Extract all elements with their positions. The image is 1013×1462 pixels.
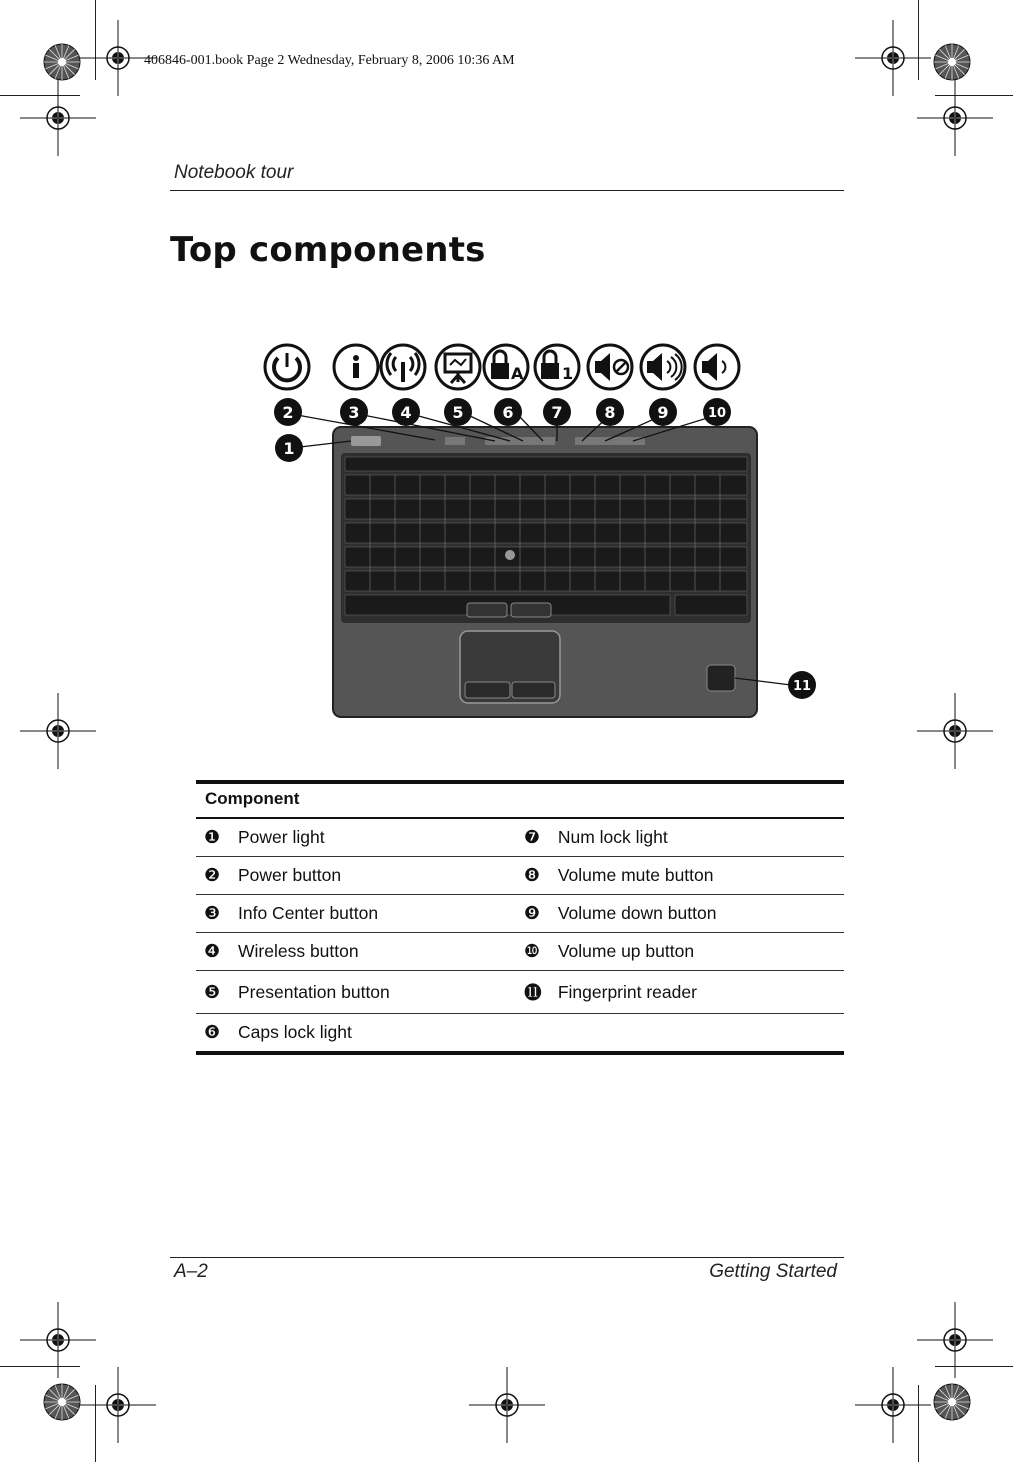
- component-label: Power light: [238, 818, 512, 857]
- callout-number: ❺: [196, 971, 238, 1014]
- callout-3: [340, 398, 368, 426]
- notebook-body: [333, 427, 757, 717]
- callout-number: [512, 1014, 558, 1054]
- callout-9: [649, 398, 677, 426]
- svg-text:1: 1: [283, 439, 295, 458]
- component-label: Volume down button: [558, 895, 844, 933]
- component-label: Volume mute button: [558, 857, 844, 895]
- callout-number: ❿: [512, 933, 558, 971]
- svg-text:2: 2: [282, 403, 294, 422]
- header-rule: [170, 190, 844, 191]
- registration-icon: [917, 80, 993, 156]
- component-label: Volume up button: [558, 933, 844, 971]
- running-head: Notebook tour: [174, 162, 294, 183]
- table-row: [196, 1014, 844, 1054]
- callout-6: [494, 398, 522, 426]
- star-target-icon: [44, 44, 80, 80]
- callout-number: ❽: [512, 857, 558, 895]
- num-lock-icon: [535, 345, 579, 389]
- callout-number: ❶: [196, 818, 238, 857]
- footer-rule: [170, 1257, 844, 1258]
- svg-text:11: 11: [792, 679, 812, 694]
- component-label: Caps lock light: [238, 1014, 512, 1054]
- power-icon: [265, 345, 309, 389]
- callout-number: ❹: [196, 933, 238, 971]
- registration-icon: [80, 1367, 156, 1443]
- table-row: [196, 933, 844, 971]
- star-target-icon: [934, 1384, 970, 1420]
- page-title: Top components: [170, 230, 486, 270]
- table-row: [196, 818, 844, 857]
- svg-text:A: A: [511, 364, 524, 383]
- registration-icon: [20, 693, 96, 769]
- fingerprint-reader: [707, 665, 735, 691]
- caps-lock-icon: [484, 345, 528, 389]
- component-label: Presentation button: [238, 971, 512, 1014]
- svg-text:4: 4: [400, 403, 412, 422]
- table-row: [196, 895, 844, 933]
- keyboard-keys: [345, 457, 747, 615]
- registration-icon: [855, 1367, 931, 1443]
- volume-mute-icon: [588, 345, 632, 389]
- svg-text:10: 10: [707, 406, 727, 421]
- component-label: [558, 1014, 844, 1054]
- volume-up-icon: [695, 345, 739, 389]
- callout-2: [274, 398, 302, 426]
- table-row: [196, 857, 844, 895]
- callout-5: [444, 398, 472, 426]
- component-label: Num lock light: [558, 818, 844, 857]
- book-title: Getting Started: [709, 1261, 837, 1282]
- callout-number: ❻: [196, 1014, 238, 1054]
- callout-10: [703, 398, 731, 426]
- callout-11: [788, 671, 816, 699]
- svg-text:8: 8: [604, 403, 616, 422]
- callout-number: ❾: [512, 895, 558, 933]
- star-target-icon: [934, 44, 970, 80]
- pointing-stick: [505, 550, 515, 560]
- callout-number: ❷: [196, 857, 238, 895]
- registration-icon: [20, 1302, 96, 1378]
- component-label: Power button: [238, 857, 512, 895]
- page-number: A–2: [174, 1261, 208, 1282]
- svg-text:6: 6: [502, 403, 514, 422]
- callout-7: [543, 398, 571, 426]
- volume-down-icon: [641, 345, 685, 389]
- registration-icon: [20, 80, 96, 156]
- book-slug: 406846-001.book Page 2 Wednesday, February 8, 2006 10:36 AM: [144, 53, 515, 68]
- function-icons: [265, 345, 739, 389]
- table-row: [196, 971, 844, 1014]
- callout-number: ❸: [196, 895, 238, 933]
- svg-text:1: 1: [562, 364, 574, 383]
- svg-text:3: 3: [348, 403, 360, 422]
- component-label: Wireless button: [238, 933, 512, 971]
- callout-number: ❼: [512, 818, 558, 857]
- components-table: [196, 780, 844, 1055]
- svg-text:5: 5: [452, 403, 464, 422]
- callout-number: ⓫: [512, 971, 558, 1014]
- registration-icon: [917, 693, 993, 769]
- wireless-icon: [381, 345, 425, 389]
- info-icon: [334, 345, 378, 389]
- star-target-icon: [44, 1384, 80, 1420]
- svg-text:7: 7: [551, 403, 563, 422]
- presentation-icon: [436, 345, 480, 389]
- registration-icon: [917, 1302, 993, 1378]
- component-label: Info Center button: [238, 895, 512, 933]
- callout-4: [392, 398, 420, 426]
- callout-8: [596, 398, 624, 426]
- svg-text:9: 9: [657, 403, 669, 422]
- registration-icon: [469, 1367, 545, 1443]
- table-header: Component: [196, 784, 844, 818]
- callout-1: [275, 434, 303, 462]
- registration-icon: [855, 20, 931, 96]
- component-label: Fingerprint reader: [558, 971, 844, 1014]
- notebook-top-figure: [255, 335, 825, 725]
